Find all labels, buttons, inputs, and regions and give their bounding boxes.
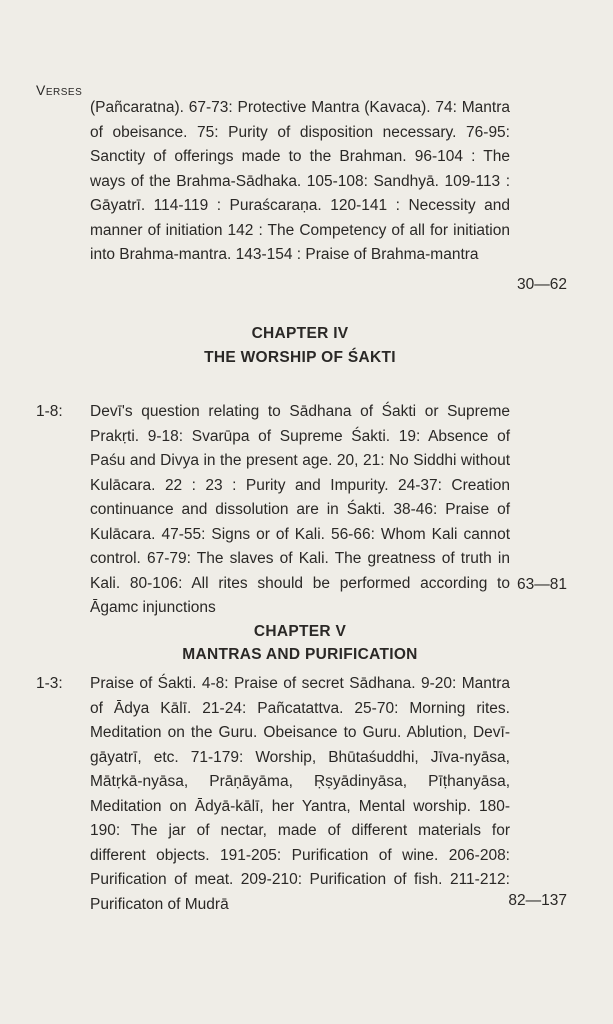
verse-range: 1-3: <box>36 675 63 692</box>
page-range: 30—62 <box>517 276 567 293</box>
entry-text: (Pañcaratna). 67-73: Protective Mantra (Kavaca). 74: Mantra of obeisance. 75: Purity of disposition necessary. 76-95: Sanctity of offerings made to the Brahman. 96-104 : The ways of the Brahma-Sādhaka. 105-108: Sandhyā. 109-113 : Gāyatrī. 114-119 : Puraścaraṇa. 120-141 : Necessity and manner of initiation 142 : The Competency of all for initiation into Brahma-mantra. 143-154 : Praise of Brahma-mantra <box>90 99 510 263</box>
entry-text: Praise of Śakti. 4-8: Praise of secret Sādhana. 9-20: Mantra of Ādya Kālī. 21-24: Pañcatattva. 25-70: Morning rites. Meditation on the Guru. Obeisance to Guru. Ablution, Devī-gāyatrī, etc. 71-179: Worship, Bhūtaśuddhi, Jīva-nyāsa, Mātṛkā-nyāsa, Prāṇāyāma, Ṛṣyādinyāsa, Pīṭhanyāsa, Meditation on Ādyā-kālī, her Yantra, Mental worship. 180-190: The jar of nectar, made of different materials for different objects. 191-205: Purification of wine. 206-208: Purification of meat. 209-210: Purification of fish. 211-212: Purificaton of Mudrā <box>90 675 510 913</box>
verse-range: 1-8: <box>36 403 63 420</box>
chapter-number: CHAPTER V <box>253 623 347 640</box>
page-range: 63—81 <box>517 576 567 593</box>
page-range: 82—137 <box>508 892 567 909</box>
entry-text: Devī's question relating to Sādhana of Śakti or Supreme Prakṛti. 9-18: Svarūpa of Supreme Śakti. 19: Absence of Paśu and Divya in the present age. 20, 21: No Siddhi without Kulācara. 22 : 23 : Purity and Impurity. 24-37: Creation continuance and dissolution are in Śakti. 38-46: Praise of Kulācara. 47-55: Signs or of Kali. 56-66: Whom Kali cannot control. 67-79: The slaves of Kali. The greatness of truth in Kali. 80-106: All rites should be performed according to Āgamc injunctions <box>90 403 510 616</box>
chapter-title: MANTRAS AND PURIFICATION <box>182 646 418 663</box>
chapter-title: THE WORSHIP OF ŚAKTI <box>204 349 396 366</box>
chapter-number: CHAPTER IV <box>251 325 349 342</box>
section-label: Verses <box>36 82 83 98</box>
